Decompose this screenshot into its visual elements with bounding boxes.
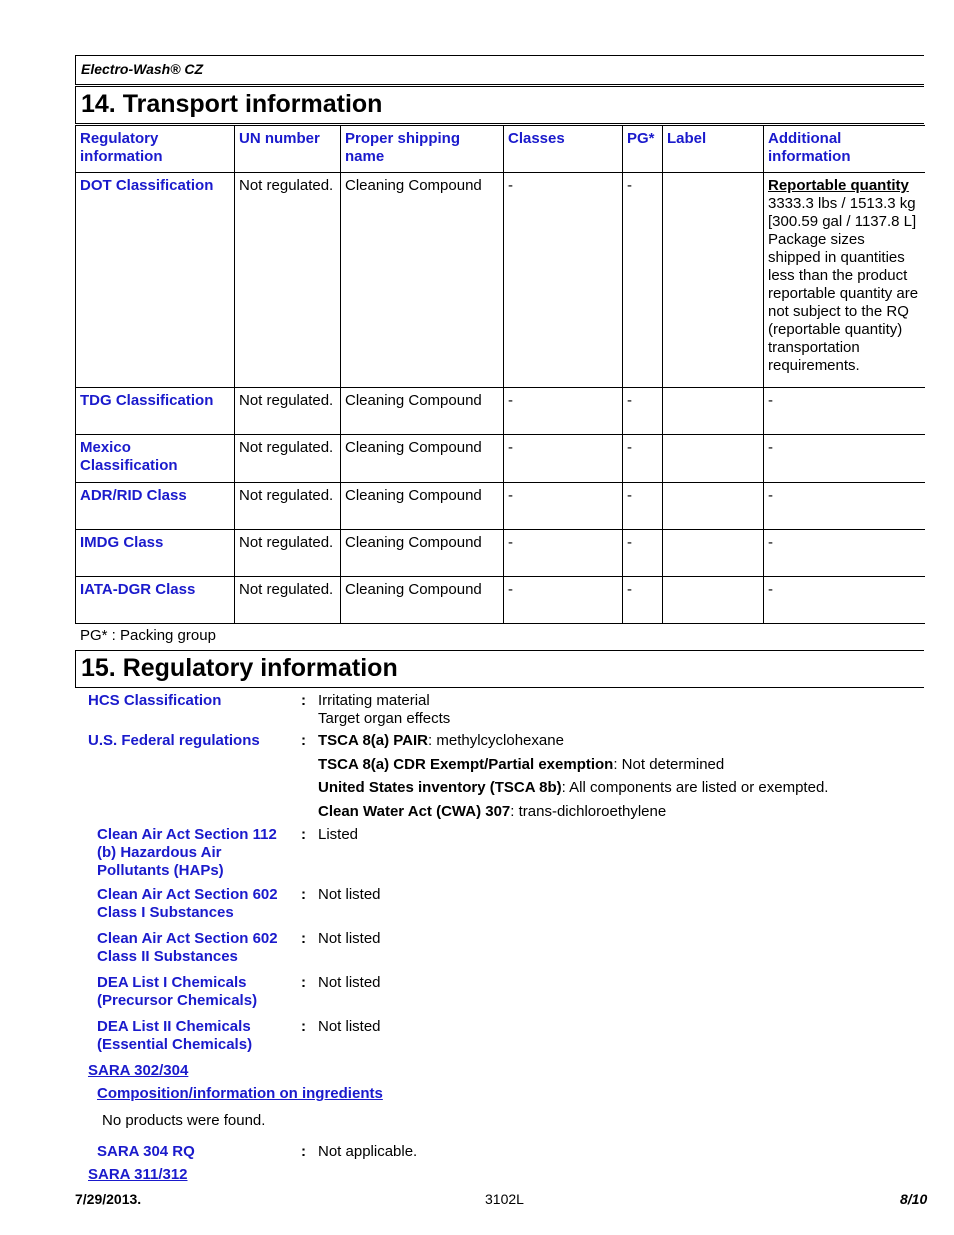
caa602-class2-label-line: Class II Substances <box>97 948 238 965</box>
row-un: Not regulated. <box>235 173 341 388</box>
colon: : <box>301 886 306 903</box>
tsca-cdr-label: TSCA 8(a) CDR Exempt/Partial exemption <box>318 756 614 773</box>
hcs-value-1: Irritating material <box>318 692 430 709</box>
dea-list1-label <box>97 974 257 1010</box>
composition-heading: Composition/information on ingredients <box>97 1085 383 1102</box>
row-pg: - <box>623 388 663 435</box>
cwa <box>318 803 666 821</box>
row-additional: - <box>764 435 925 483</box>
section-15-header <box>75 650 924 688</box>
header-un-number: UN number <box>235 126 341 173</box>
dea-list2-label-line: (Essential Chemicals) <box>97 1036 253 1053</box>
row-label <box>663 173 764 388</box>
row-label <box>663 388 764 435</box>
table-header-row <box>76 126 925 173</box>
tsca-cdr <box>318 756 724 774</box>
packing-group-footnote: PG* : Packing group <box>80 627 216 644</box>
row-reg: Mexico Classification <box>76 435 235 483</box>
footer-date: 7/29/2013. <box>75 1191 142 1207</box>
row-additional: - <box>764 530 925 577</box>
row-psn: Cleaning Compound <box>341 435 504 483</box>
row-psn: Cleaning Compound <box>341 577 504 624</box>
section-15-title: 15. Regulatory information <box>81 654 398 682</box>
caa112-label-line: Pollutants (HAPs) <box>97 862 224 879</box>
section-14-title: 14. Transport information <box>81 90 383 118</box>
row-classes: - <box>504 388 623 435</box>
colon: : <box>301 974 306 991</box>
sara-302-304-heading: SARA 302/304 <box>88 1062 189 1079</box>
row-psn: Cleaning Compound <box>341 173 504 388</box>
row-reg: TDG Classification <box>76 388 235 435</box>
caa602-class2-label-line: Clean Air Act Section 602 <box>97 930 278 947</box>
row-reg: IATA-DGR Class <box>76 577 235 624</box>
dea-list1-value: Not listed <box>318 974 381 991</box>
row-classes: - <box>504 173 623 388</box>
row-label <box>663 483 764 530</box>
caa602-class1-value: Not listed <box>318 886 381 903</box>
colon: : <box>301 826 306 843</box>
colon: : <box>301 930 306 947</box>
hcs-value-2: Target organ effects <box>318 710 451 727</box>
dea-list1-label-line: (Precursor Chemicals) <box>97 992 258 1009</box>
row-un: Not regulated. <box>235 530 341 577</box>
colon: : <box>301 732 306 749</box>
row-pg: - <box>623 577 663 624</box>
tsca-pair <box>318 732 564 750</box>
table-row <box>76 483 925 530</box>
header-regulatory: Regulatory information <box>76 126 235 173</box>
sara-304-rq-label: SARA 304 RQ <box>97 1143 195 1160</box>
header-label: Label <box>663 126 764 173</box>
hcs-label: HCS Classification <box>88 692 222 709</box>
header-pg: PG* <box>623 126 663 173</box>
caa602-class2-value: Not listed <box>318 930 381 947</box>
row-additional <box>764 173 925 388</box>
row-label <box>663 530 764 577</box>
row-pg: - <box>623 530 663 577</box>
cwa-label: Clean Water Act (CWA) 307 <box>318 803 511 820</box>
row-un: Not regulated. <box>235 388 341 435</box>
row-un: Not regulated. <box>235 483 341 530</box>
row-additional: - <box>764 388 925 435</box>
row-additional: - <box>764 483 925 530</box>
sara-304-rq-value: Not applicable. <box>318 1143 418 1160</box>
dea-list1-label-line: DEA List I Chemicals <box>97 974 247 991</box>
row-psn: Cleaning Compound <box>341 483 504 530</box>
colon: : <box>301 692 306 709</box>
row-un: Not regulated. <box>235 435 341 483</box>
caa602-class1-label-line: Class I Substances <box>97 904 234 921</box>
tsca-inv-label: United States inventory (TSCA 8b) <box>318 779 562 796</box>
caa112-label-line: Clean Air Act Section 112 <box>97 826 277 843</box>
caa112-value: Listed <box>318 826 359 843</box>
table-row <box>76 388 925 435</box>
tsca-cdr-value: : Not determined <box>613 756 725 773</box>
dea-list2-label <box>97 1018 252 1054</box>
row-pg: - <box>623 435 663 483</box>
no-products-text: No products were found. <box>102 1112 266 1129</box>
rq-title: Reportable quantity <box>768 177 909 194</box>
tsca-pair-label: TSCA 8(a) PAIR <box>318 732 429 749</box>
caa602-class2-label <box>97 930 278 966</box>
header-shipping-name: Proper shipping name <box>341 126 504 173</box>
row-additional: - <box>764 577 925 624</box>
colon: : <box>301 1018 306 1035</box>
caa602-class1-label-line: Clean Air Act Section 602 <box>97 886 278 903</box>
row-label <box>663 577 764 624</box>
row-psn: Cleaning Compound <box>341 530 504 577</box>
header-classes: Classes <box>504 126 623 173</box>
footer-code: 3102L <box>485 1191 524 1207</box>
transport-table <box>75 125 925 624</box>
dea-list2-label-line: DEA List II Chemicals <box>97 1018 251 1035</box>
row-psn: Cleaning Compound <box>341 388 504 435</box>
table-row <box>76 577 925 624</box>
table-row <box>76 530 925 577</box>
tsca-inv-value: : All components are listed or exempted. <box>561 779 829 796</box>
row-classes: - <box>504 577 623 624</box>
row-reg: DOT Classification <box>76 173 235 388</box>
caa112-label-line: (b) Hazardous Air <box>97 844 222 861</box>
federal-label: U.S. Federal regulations <box>88 732 260 749</box>
sara-311-312-heading: SARA 311/312 <box>88 1166 188 1183</box>
colon: : <box>301 1143 306 1160</box>
product-name-bar <box>75 55 924 85</box>
row-reg: IMDG Class <box>76 530 235 577</box>
row-reg: ADR/RID Class <box>76 483 235 530</box>
tsca-pair-value: : methylcyclohexane <box>428 732 564 749</box>
section-14-header <box>75 86 924 124</box>
row-pg: - <box>623 173 663 388</box>
caa112-label <box>97 826 277 880</box>
row-label <box>663 435 764 483</box>
row-pg: - <box>623 483 663 530</box>
cwa-value: : trans-dichloroethylene <box>510 803 667 820</box>
row-classes: - <box>504 483 623 530</box>
header-additional: Additional information <box>764 126 925 173</box>
row-un: Not regulated. <box>235 577 341 624</box>
tsca-inventory <box>318 779 828 797</box>
rq-text: 3333.3 lbs / 1513.3 kg [300.59 gal / 1137.8 L] Package sizes shipped in quantities less than the product reportable quantity are not subject to the RQ (reportable quantity) transportation requirements. <box>768 195 919 374</box>
caa602-class1-label <box>97 886 278 922</box>
footer-page: 8/10 <box>900 1191 928 1207</box>
table-row <box>76 435 925 483</box>
row-classes: - <box>504 530 623 577</box>
row-classes: - <box>504 435 623 483</box>
product-name: Electro-Wash® CZ <box>81 61 204 77</box>
table-row <box>76 173 925 388</box>
dea-list2-value: Not listed <box>318 1018 381 1035</box>
